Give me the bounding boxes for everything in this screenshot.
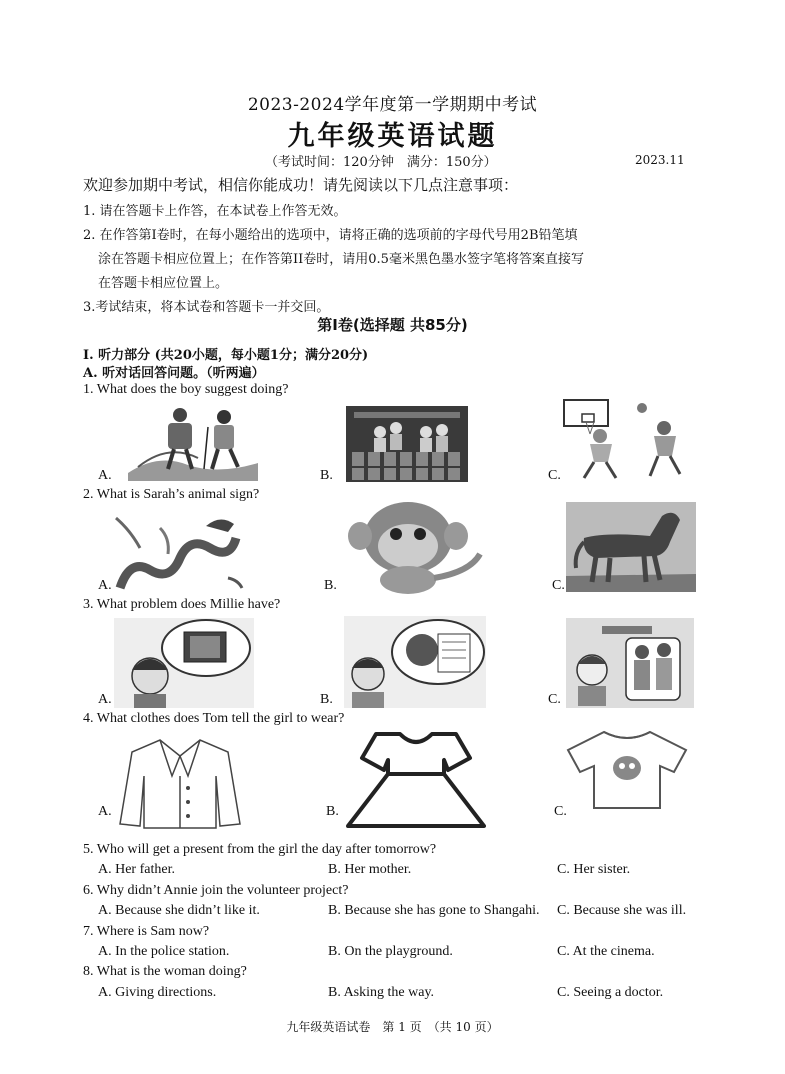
note-1: 1. 请在答题卡上作答，在本试卷上作答无效。: [83, 204, 347, 219]
q7-option-a: A. In the police station.: [98, 944, 230, 959]
q1-label-a: A.: [98, 468, 112, 483]
q5-option-a: A. Her father.: [98, 862, 175, 877]
basketball-picture-icon: [560, 398, 694, 482]
q3-label-b: B.: [320, 692, 333, 707]
question-3: 3. What problem does Millie have?: [83, 597, 281, 612]
paper-title: 九年级英语试题: [287, 121, 498, 152]
question-4: 4. What clothes does Tom tell the girl to wear?: [83, 711, 345, 726]
q5-option-c: C. Her sister.: [557, 862, 631, 877]
q6-option-b: B. Because she has gone to Shangahi.: [328, 903, 540, 918]
q1-label-b: B.: [320, 468, 333, 483]
exam-time-info: （考试时间：120分钟 满分：150分）: [265, 155, 497, 170]
q8-option-a: A. Giving directions.: [98, 985, 217, 1000]
tv-worry-picture-icon: [114, 618, 254, 708]
q5-option-b: B. Her mother.: [328, 862, 412, 877]
q2-label-c: C.: [552, 578, 565, 593]
dress-picture-icon: [346, 730, 486, 830]
listening-part-heading: I. 听力部分 (共20小题，每小题1分；满分20分): [83, 348, 369, 363]
note-2-cont2: 在答题卡相应位置上。: [98, 276, 229, 291]
exam-date: 2023.11: [635, 153, 685, 167]
q2-label-a: A.: [98, 578, 112, 593]
family-worry-picture-icon: [566, 618, 694, 708]
note-2: 2. 在作答第I卷时，在每小题给出的选项中，请将正确的选项前的字母代号用2B铅笔填: [83, 228, 578, 243]
question-5: 5. Who will get a present from the girl the day after tomorrow?: [83, 842, 437, 857]
question-6: 6. Why didn’t Annie join the volunteer project?: [83, 883, 349, 898]
q7-option-b: B. On the playground.: [328, 944, 453, 959]
q1-label-c: C.: [548, 468, 561, 483]
dragon-picture-icon: [110, 508, 246, 594]
q6-option-c: C. Because she was ill.: [557, 903, 687, 918]
q6-option-a: A. Because she didn’t like it.: [98, 903, 260, 918]
q3-label-a: A.: [98, 692, 112, 707]
q4-label-c: C.: [554, 804, 567, 819]
q3-label-c: C.: [548, 692, 561, 707]
section-title: 第Ⅰ卷(选择题 共85分): [317, 316, 468, 334]
test-paper-worry-picture-icon: [344, 616, 486, 708]
welcome-text: 欢迎参加期中考试，相信你能成功！请先阅读以下几点注意事项：: [83, 176, 519, 194]
page-footer: 九年级英语试卷 第 1 页 （共 10 页）: [286, 1020, 499, 1034]
q2-label-b: B.: [324, 578, 337, 593]
question-7: 7. Where is Sam now?: [83, 924, 210, 939]
listening-sub-heading: A. 听对话回答问题。（听两遍）: [83, 366, 265, 381]
question-8: 8. What is the woman doing?: [83, 964, 247, 979]
hiking-picture-icon: [128, 403, 258, 481]
note-3: 3.考试结束，将本试卷和答题卡一并交回。: [83, 300, 330, 315]
cinema-picture-icon: [346, 406, 468, 482]
tshirt-picture-icon: [564, 728, 690, 812]
q8-option-b: B. Asking the way.: [328, 985, 435, 1000]
q4-label-b: B.: [326, 804, 339, 819]
monkey-picture-icon: [330, 498, 492, 596]
question-1: 1. What does the boy suggest doing?: [83, 382, 289, 397]
exam-title: 2023-2024学年度第一学期期中考试: [247, 95, 538, 115]
question-2: 2. What is Sarah’s animal sign?: [83, 487, 260, 502]
q8-option-c: C. Seeing a doctor.: [557, 985, 664, 1000]
q7-option-c: C. At the cinema.: [557, 944, 655, 959]
note-2-cont: 涂在答题卡相应位置上；在作答第II卷时，请用0.5毫米黑色墨水签字笔将答案直接写: [98, 252, 584, 267]
coat-picture-icon: [116, 736, 244, 830]
q4-label-a: A.: [98, 804, 112, 819]
horse-picture-icon: [566, 502, 696, 592]
